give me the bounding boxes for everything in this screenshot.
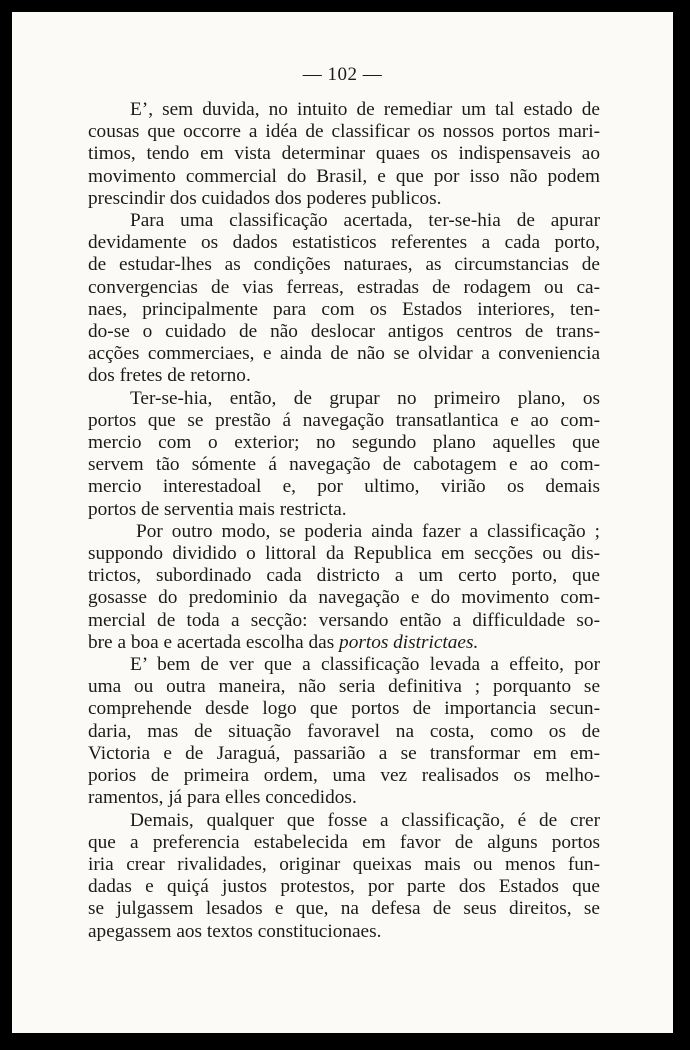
text-line-with-italic [88,632,600,654]
book-page [12,12,673,1033]
text-body [88,99,600,943]
paragraph-4 [88,521,600,654]
text-line: portos que se prestão á navegação transatlantica e ao com- [88,409,600,431]
paragraph-6 [88,810,600,943]
italic-phrase: portos districtaes. [339,631,479,653]
paragraph-3 [88,388,600,521]
text-line: mercio com o exterior; no segundo plano aquelles que [88,432,600,454]
text-line: Victoria e de Jaraguá, passarião a se transformar em em- [88,742,600,764]
text-line: comprehende desde logo que portos de importancia secun- [88,698,600,720]
text-line: E’ bem de ver que a classificação levada a effeito, por [130,654,600,676]
text-line: naes, principalmente para com os Estados interiores, ten- [88,298,600,320]
text-line: ramentos, já para elles concedidos. [88,787,357,809]
text-line: Por outro modo, se poderia ainda fazer a classificação ; [136,520,600,542]
text-line: cousas que occorre a idéa de classificar os nossos portos mari- [88,121,600,143]
text-line: timos, tendo em vista determinar quaes os indispensaveis ao [88,143,600,165]
text-line: E’, sem duvida, no intuito de remediar um tal estado de [130,99,600,120]
page-number: — 102 — [302,64,383,85]
text-line: apegassem aos textos constitucionaes. [88,920,382,942]
text-line: prescindir dos cuidados dos poderes publicos. [88,187,442,209]
text-line: do-se o cuidado de não deslocar antigos centros de trans- [88,321,600,343]
text-line: mercial de toda a secção: versando então a difficuldade so- [88,609,600,631]
paragraph-5 [88,654,600,809]
text-line: dos fretes de retorno. [88,365,251,387]
text-line: mercio interestadoal e, por ultimo, virião os demais [88,476,600,498]
text-line: gosasse do predominio da navegação e do movimento com- [88,587,600,609]
text-line: se julgassem lesados e que, na defesa de seus direitos, se [88,898,600,920]
text-line: dadas e quiçá justos protestos, por parte dos Estados que [88,876,600,898]
text-line: porios de primeira ordem, uma vez realisados os melho- [88,765,600,787]
text-line: acções commerciaes, e ainda de não se olvidar a conveniencia [88,343,600,365]
text-line: portos de serventia mais restricta. [88,498,347,520]
text-line: uma ou outra maneira, não seria definitiva ; porquanto se [88,676,600,698]
text-line: de estudar-lhes as condições naturaes, as circumstancias de [88,254,600,276]
text-line: devidamente os dados estatisticos referentes a cada porto, [88,232,600,254]
text-line: servem tão sómente á navegação de cabotagem e ao com- [88,454,600,476]
text-line: trictos, subordinado cada districto a um certo porto, que [88,565,600,587]
paragraph-1 [88,99,600,210]
text-line: convergencias de vias ferreas, estradas de rodagem ou ca- [88,276,600,298]
text-line: movimento commercial do Brasil, e que por isso não podem [88,165,600,187]
text-line: suppondo dividido o littoral da Republica em secções ou dis- [88,543,600,565]
text-line: que a preferencia estabelecida em favor de alguns portos [88,831,600,853]
text-line: Ter-se-hia, então, de grupar no primeiro plano, os [130,387,600,409]
text-line: Para uma classificação acertada, ter-se-hia de apurar [130,210,600,232]
paragraph-2 [88,210,600,388]
text-line: iria crear rivalidades, originar queixas mais ou menos fun- [88,853,600,875]
text-line-start: bre a boa e acertada escolha das [88,631,340,653]
text-line: daria, mas de situação favoravel na costa, como os de [88,720,600,742]
text-line: Demais, qualquer que fosse a classificação, é de crer [130,809,600,831]
